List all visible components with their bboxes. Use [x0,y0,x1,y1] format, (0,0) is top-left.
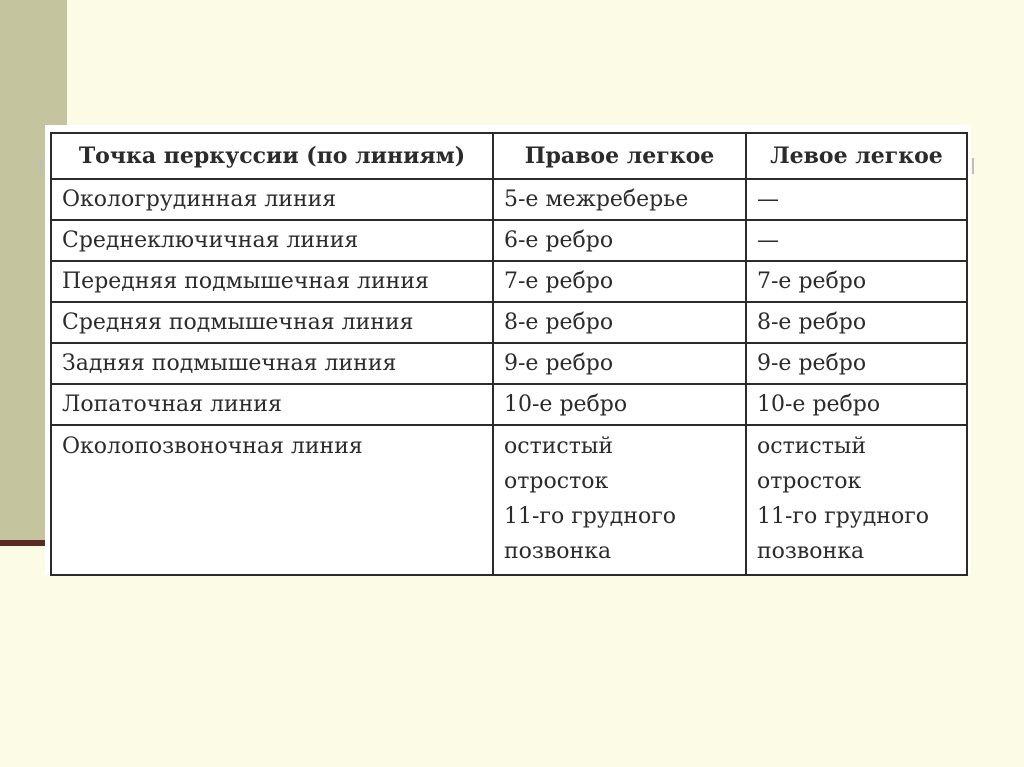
cell-text-line: остистый [504,434,614,459]
left-tick-mark [40,158,42,174]
table-row [51,302,967,343]
cell-left-lung: — [746,179,967,220]
cell-left-lung: 9-е ребро [746,343,967,384]
cell-line: Окологрудинная линия [51,179,493,220]
cell-left-lung [746,425,967,575]
cell-text-line: 11-го грудного [757,504,929,529]
table-row [51,343,967,384]
cell-left-lung: 10-е ребро [746,384,967,425]
cell-right-lung: 9-е ребро [493,343,746,384]
cell-line: Околопозвоночная линия [51,425,493,575]
percussion-table [50,132,968,576]
table-row [51,179,967,220]
cell-right-lung: 5-е межреберье [493,179,746,220]
header-left-lung: Левое легкое [746,133,967,179]
table-header-row [51,133,967,179]
cell-text-line: позвонка [757,539,865,564]
table-image [45,125,971,574]
cell-text-line: 11-го грудного [504,504,676,529]
table-row [51,425,967,575]
cell-left-lung: — [746,220,967,261]
cell-line: Задняя подмышечная линия [51,343,493,384]
cell-line: Среднеключичная линия [51,220,493,261]
cell-right-lung: 8-е ребро [493,302,746,343]
cell-text-line: отросток [757,469,862,494]
cell-right-lung: 7-е ребро [493,261,746,302]
cell-text-line: отросток [504,469,609,494]
table-row [51,384,967,425]
cell-left-lung: 7-е ребро [746,261,967,302]
cell-line: Средняя подмышечная линия [51,302,493,343]
right-tick-mark [972,158,974,174]
cell-text-line: позвонка [504,539,612,564]
cell-right-lung [493,425,746,575]
cell-text-line: остистый [757,434,867,459]
table-row [51,261,967,302]
header-percussion-point: Точка перкуссии (по линиям) [51,133,493,179]
cell-line: Лопаточная линия [51,384,493,425]
accent-rule [0,540,46,546]
cell-left-lung: 8-е ребро [746,302,967,343]
header-right-lung: Правое легкое [493,133,746,179]
cell-right-lung: 10-е ребро [493,384,746,425]
cell-line: Передняя подмышечная линия [51,261,493,302]
table-row [51,220,967,261]
cell-right-lung: 6-е ребро [493,220,746,261]
